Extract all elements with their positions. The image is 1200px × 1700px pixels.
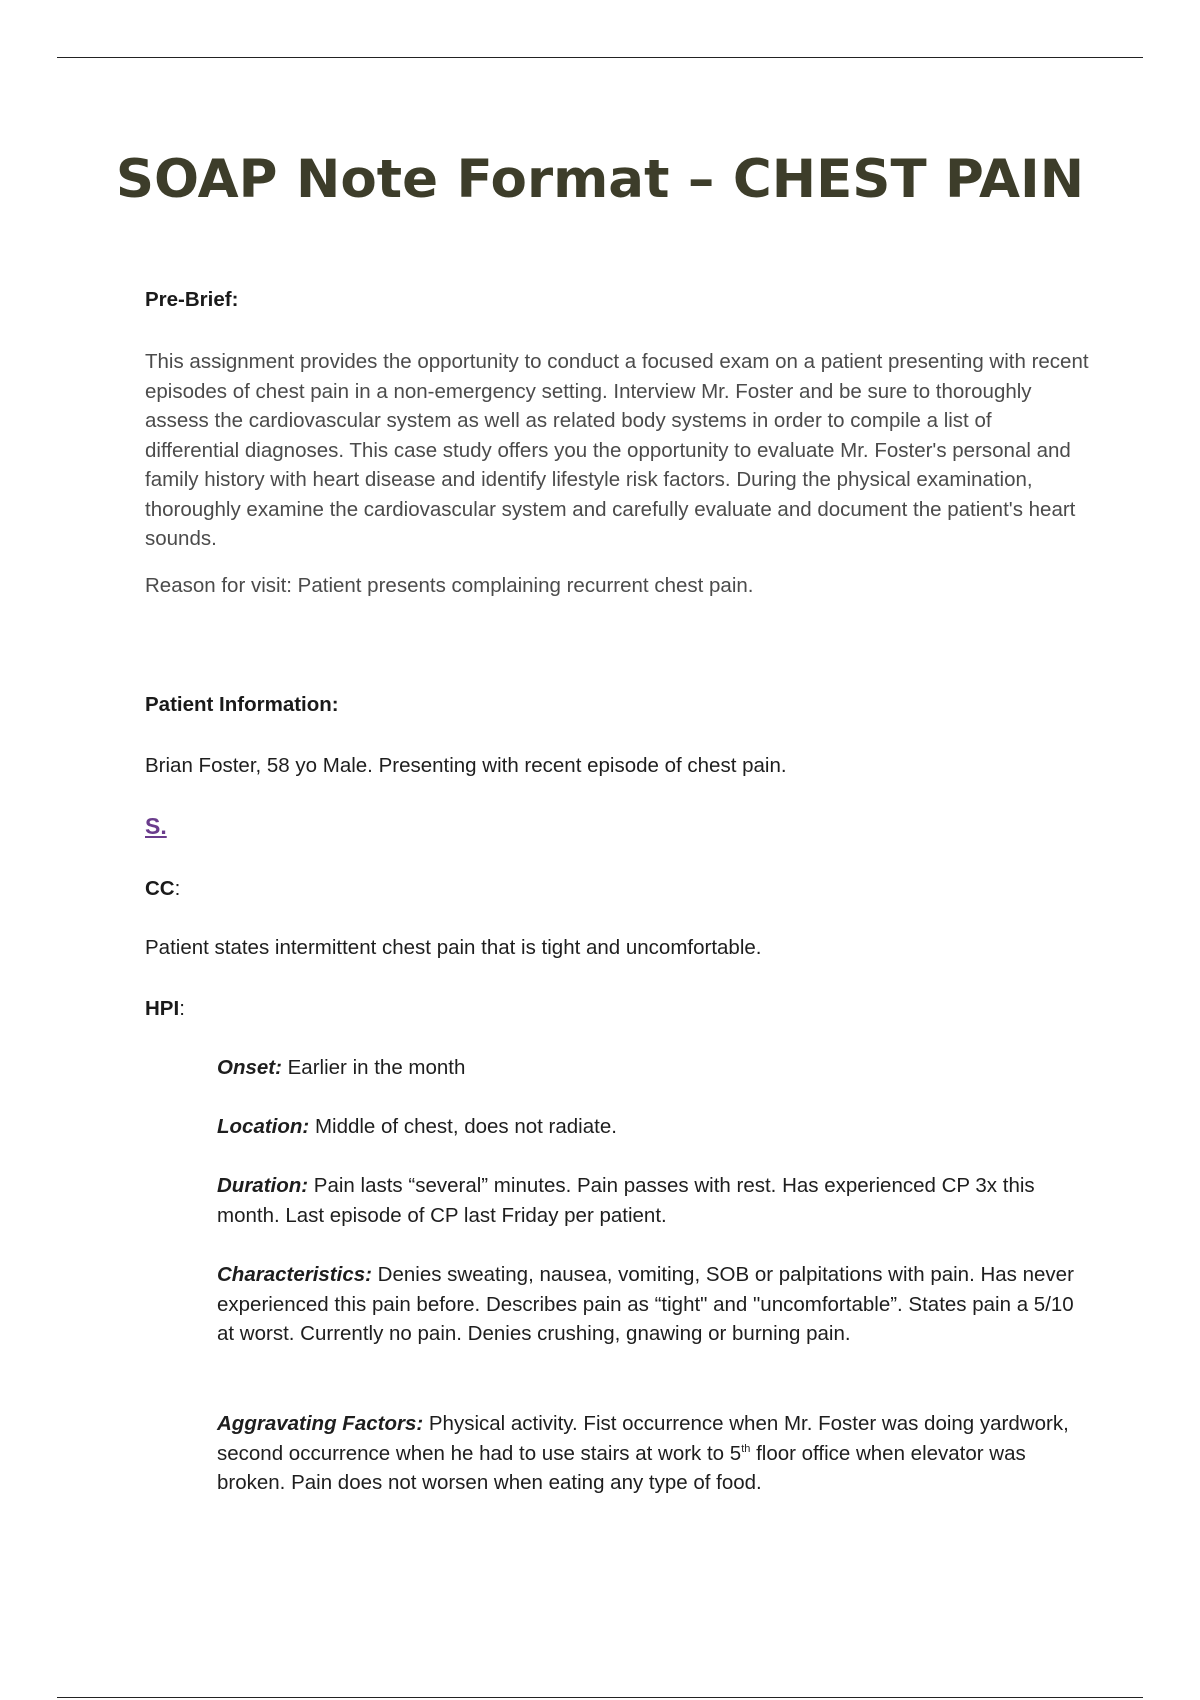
top-rule [57, 57, 1143, 58]
subjective-heading-line [145, 812, 1090, 843]
hpi-location-text: Middle of chest, does not radiate. [309, 1115, 617, 1138]
cc-colon: : [174, 877, 181, 900]
cc-label: CC [145, 877, 175, 900]
bottom-rule [57, 1697, 1143, 1698]
hpi-aggravating-text-before: Physical activity. Fist occurrence when Mr. Foster was doing yardwork, second occurrence when he had to use stairs at work to 5 [217, 1412, 1069, 1465]
hpi-onset-term: Onset: [217, 1056, 282, 1079]
hpi-characteristics-term: Characteristics: [217, 1263, 372, 1286]
hpi-duration [217, 1171, 1087, 1230]
hpi-location [217, 1112, 1087, 1142]
hpi-onset-text: Earlier in the month [281, 1056, 466, 1079]
hpi-label: HPI [145, 997, 180, 1020]
hpi-aggravating-factors [217, 1409, 1087, 1498]
hpi-duration-term: Duration: [217, 1174, 309, 1197]
pre-brief-label: Pre-Brief: [145, 288, 239, 311]
hpi-aggravating-text-after: floor office when elevator was broken. Pain does not worsen when eating any type of food. [217, 1441, 1026, 1494]
hpi-location-term: Location: [217, 1115, 310, 1138]
pre-brief-paragraph: This assignment provides the opportunity to conduct a focused exam on a patient presenting with recent episodes of chest pain in a non-emergency setting. Interview Mr. Foster and be sure to thoroughly assess the cardiovascular system as well as related body systems in order to compile a list of differential diagnoses. This case study offers you the opportunity to evaluate Mr. Foster's personal and family history with heart disease and identify lifestyle risk factors. During the physical examination, thoroughly examine the cardiovascular system and carefully evaluate and document the patient's heart sounds. [145, 350, 1089, 550]
hpi-onset [217, 1053, 1087, 1083]
cc-text: Patient states intermittent chest pain that is tight and uncomfortable. [145, 936, 762, 959]
hpi-aggravating-term: Aggravating Factors: [217, 1412, 424, 1435]
subjective-heading-link[interactable]: S. [145, 813, 167, 839]
document-title: SOAP Note Format – CHEST PAIN [115, 149, 1085, 210]
patient-information-label: Patient Information: [145, 693, 339, 716]
hpi-aggravating-superscript: th [741, 1442, 751, 1455]
hpi-colon: : [179, 997, 185, 1020]
cc-line [145, 874, 1090, 904]
hpi-line [145, 994, 1090, 1024]
patient-information-text: Brian Foster, 58 yo Male. Presenting with recent episode of chest pain. [145, 754, 787, 777]
hpi-duration-text: Pain lasts “several” minutes. Pain passes with rest. Has experienced CP 3x this month. Last episode of CP last Friday per patient. [217, 1174, 1035, 1227]
reason-for-visit: Reason for visit: Patient presents complaining recurrent chest pain. [145, 574, 754, 597]
hpi-characteristics [217, 1260, 1087, 1349]
hpi-characteristics-text: Denies sweating, nausea, vomiting, SOB or palpitations with pain. Has never experienced this pain before. Describes pain as “tight" and "uncomfortable”. States pain a 5/10 at worst. Currently no pain. Denies crushing, gnawing or burning pain. [217, 1263, 1074, 1345]
